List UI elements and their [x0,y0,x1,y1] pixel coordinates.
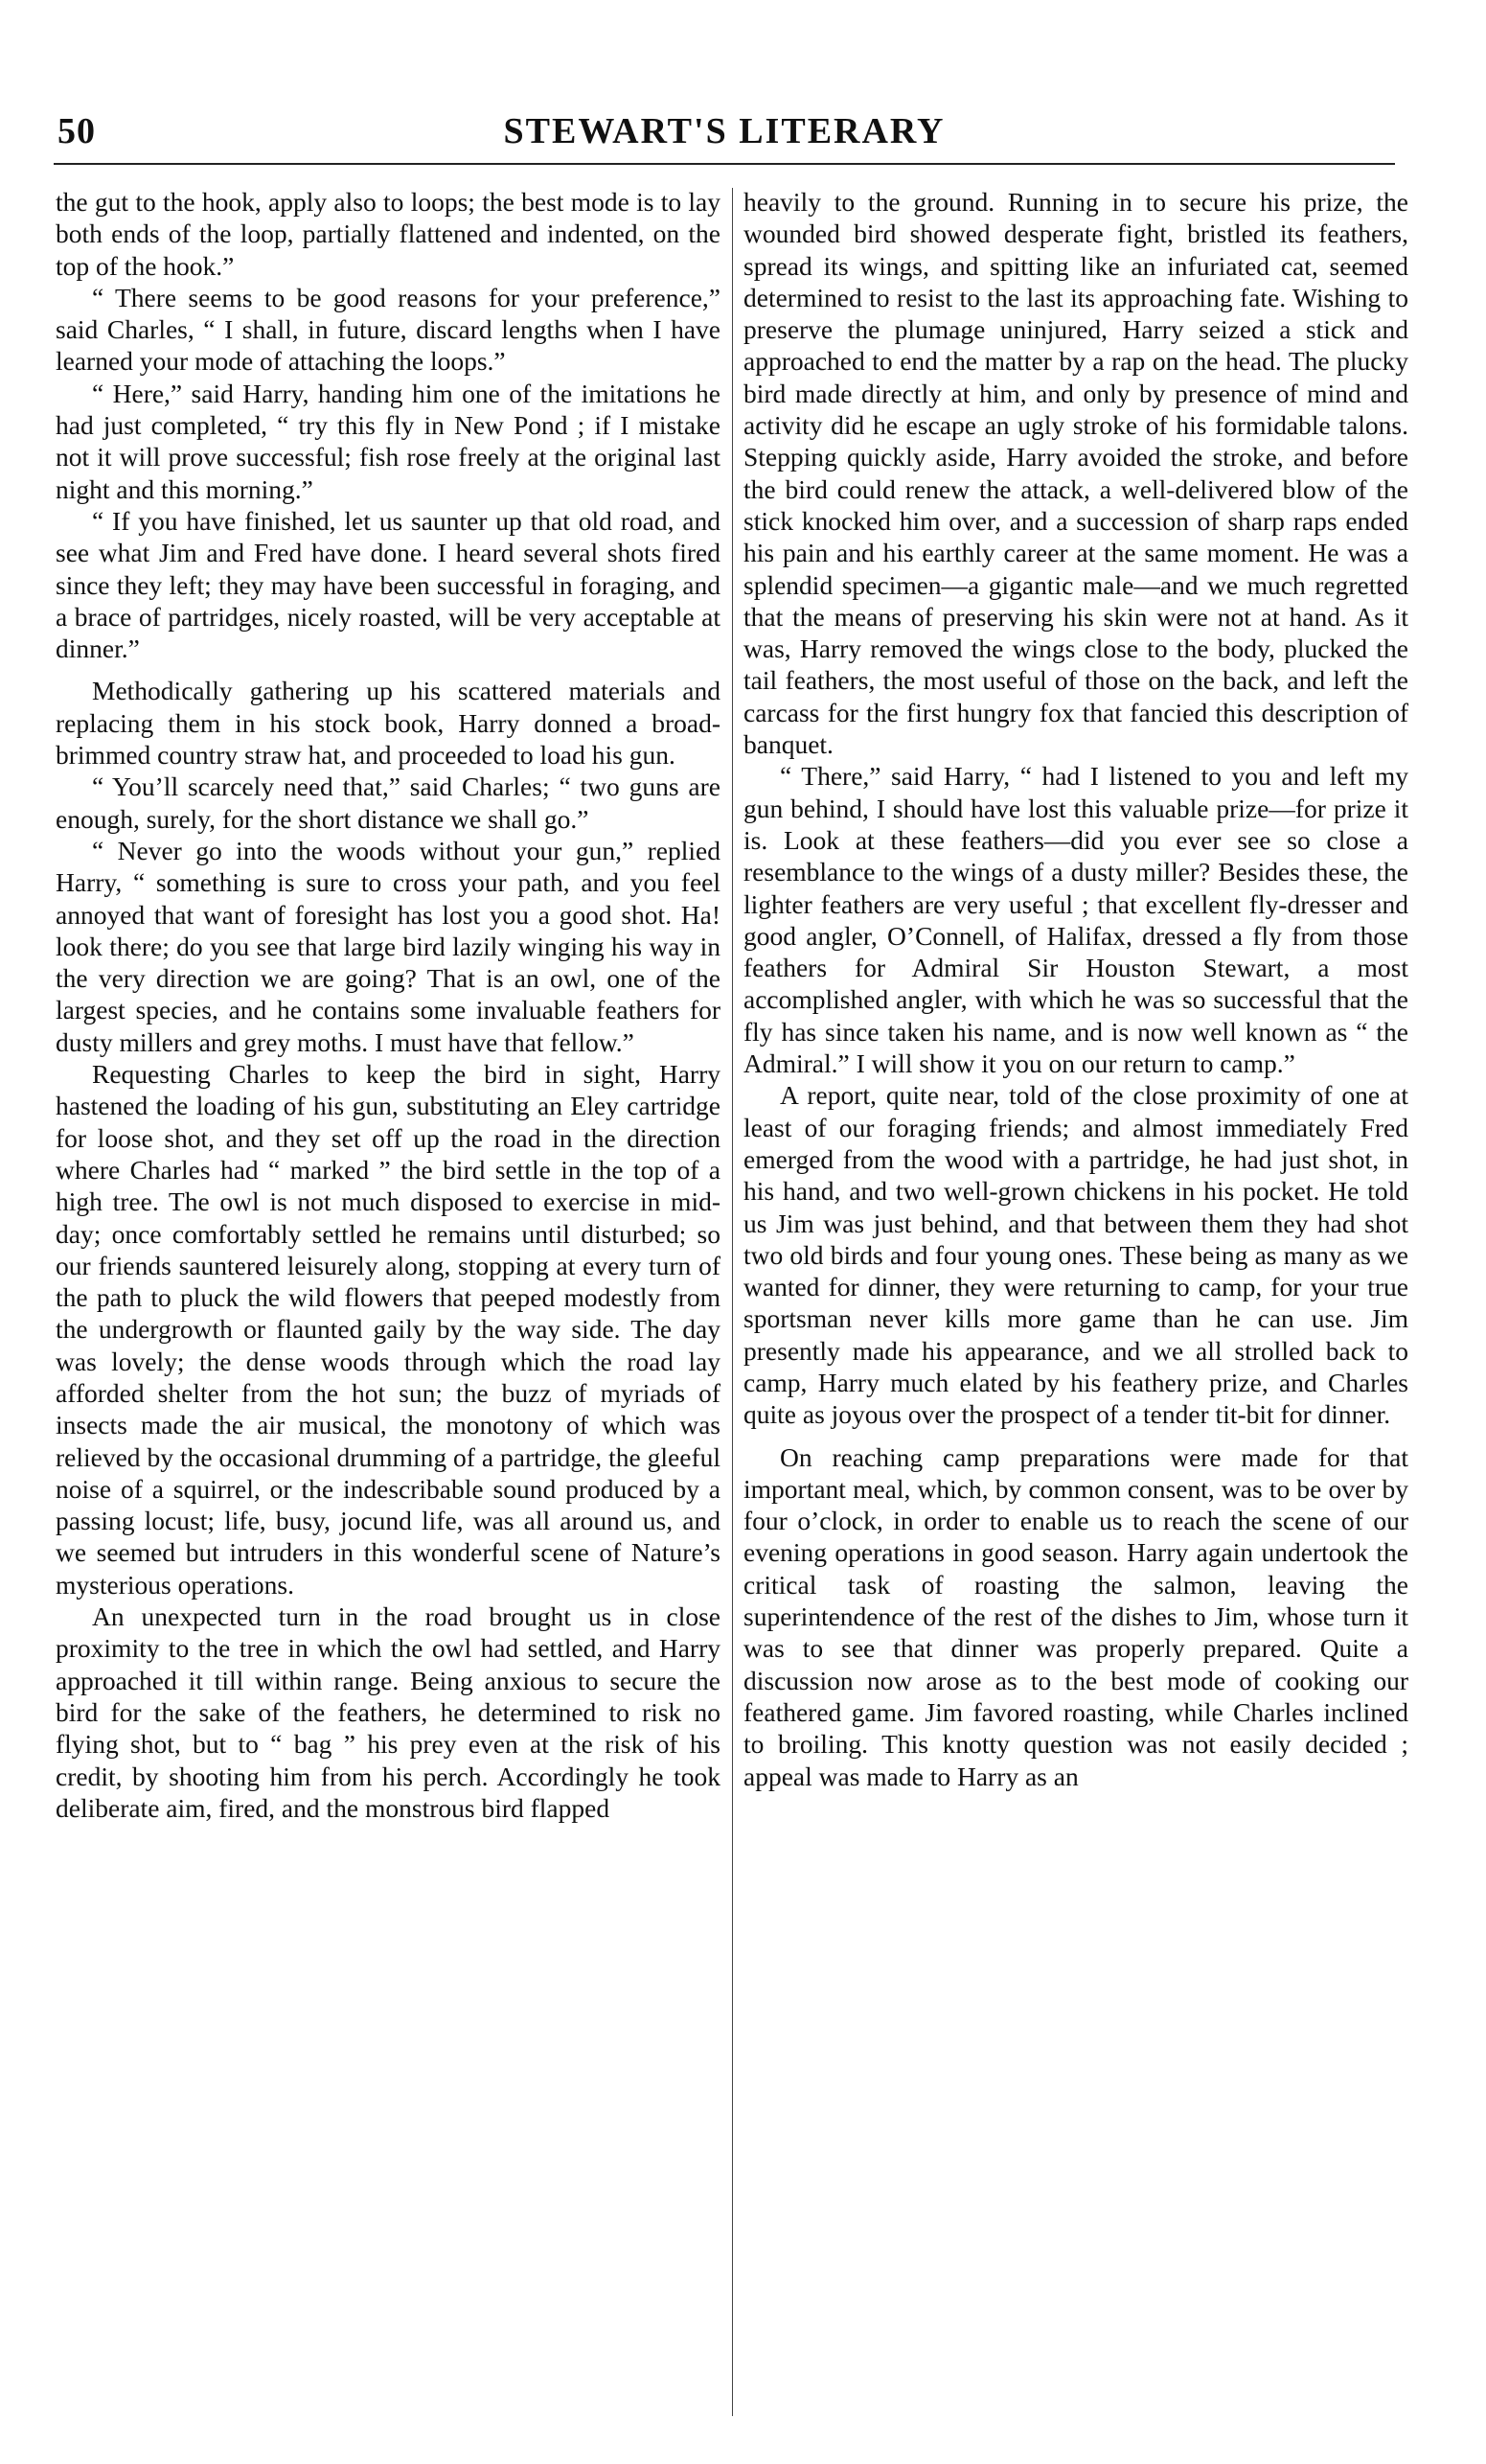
paragraph: Requesting Charles to keep the bird in sight, Harry hastened the loading of his gun, substituting an Eley cartridge for loose shot, and they set off up the road in the direction where Charles had “ marked ” the bird settle in the top of a high tree. The owl is not much disposed to exercise in mid-day; once comfortably settled he remains until disturbed; so our friends sauntered leisurely along, stopping at every turn of the path to pluck the wild flowers that peeped modestly from the undergrowth or flaunted gaily by the way side. The day was lovely; the dense woods through which the road lay afforded shelter from the hot sun; the buzz of myriads of insects made the air musical, the monotony of which was relieved by the occasional drumming of a partridge, the gleeful noise of a squirrel, or the indescribable sound produced by a passing locust; life, busy, jocund life, was all around us, and we seemed but intruders in this wonderful scene of Nature’s mysterious operations. [56,1059,720,1600]
paragraph: “ There,” said Harry, “ had I listened to you and left my gun behind, I should have lost this valuable prize—for prize it is. Look at these feathers—did you ever see so close a resemblance to the wings of a dusty miller? Besides these, the lighter feathers are very useful ; that excellent fly-dresser and good angler, O’Connell, of Halifax, dressed a fly from those feathers for Admiral Sir Houston Stewart, a most accomplished angler, with which he was so successful that the fly has since taken his name, and is now well known as “ the Admiral.” I will show it you on our return to camp.” [743,761,1408,1079]
paragraph: the gut to the hook, apply also to loops; the best mode is to lay both ends of the loop, partially flattened and indented, on the top of the hook.” [56,187,720,281]
page-header [54,110,1395,163]
header-rule [54,163,1395,165]
column-divider [732,188,733,2416]
paragraph: heavily to the ground. Running in to secure his prize, the wounded bird showed desperate fight, bristled its feathers, spread its wings, and spitting like an infuriated cat, seemed determined to resist to the last its approaching fate. Wishing to preserve the plumage uninjured, Harry seized a stick and approached to end the matter by a rap on the head. The plucky bird made directly at him, and only by presence of mind and activity did he escape an ugly stroke of his formidable talons. Stepping quickly aside, Harry avoided the stroke, and before the bird could renew the attack, a well-delivered blow of the stick knocked him over, and a succession of sharp raps ended his pain and his earthly career at the same moment. He was a splendid specimen—a gigantic male—and we much regretted that the means of preserving his skin were not at hand. As it was, Harry removed the wings close to the body, plucked the tail feathers, the most useful of those on the back, and left the carcass for the first hungry fox that fancied this description of banquet. [743,187,1408,760]
running-head: STEWART'S LITERARY [503,111,946,151]
paragraph: “ If you have finished, let us saunter up that old road, and see what Jim and Fred have done. I heard several shots fired since they left; they may have been successful in foraging, and a brace of partridges, nicely roasted, will be very acceptable at dinner.” [56,505,720,664]
right-column [743,186,1408,1792]
paragraph: “ Here,” said Harry, handing him one of the imitations he had just completed, “ try this fly in New Pond ; if I mistake not it will prove successful; fish rose freely at the original last night and this morning.” [56,378,720,504]
paragraph: Methodically gathering up his scattered materials and replacing them in his stock book, Harry donned a broad-brimmed country straw hat, and proceeded to load his gun. [56,676,720,771]
paragraph: “ Never go into the woods without your gun,” replied Harry, “ something is sure to cross your path, and you feel annoyed that want of foresight has lost you a good shot. Ha! look there; do you see that large bird lazily winging his way in the very direction we are going? That is an owl, one of the largest species, and he contains some invaluable feathers for dusty millers and grey moths. I must have that fellow.” [56,835,720,1057]
left-column [56,186,720,1824]
paragraph: An unexpected turn in the road brought us in close proximity to the tree in which the owl had settled, and Harry approached it till within range. Being anxious to secure the bird for the sake of the feathers, he determined to risk no flying shot, but to “ bag ” his prey even at the risk of his credit, by shooting him from his perch. Accordingly he took deliberate aim, fired, and the monstrous bird flapped [56,1601,720,1823]
paragraph: On reaching camp preparations were made for that important meal, which, by common consent, was to be over by four o’clock, in order to enable us to reach the scene of our evening operations in good season. Harry again undertook the critical task of roasting the salmon, leaving the superintendence of the rest of the dishes to Jim, whose turn it was to see that dinner was properly prepared. Quite a discussion now arose as to the best mode of cooking our feathered game. Jim favored roasting, while Charles inclined to broiling. This knotty question was not easily decided ; appeal was made to Harry as an [743,1441,1408,1791]
paragraph: “ There seems to be good reasons for your preference,” said Charles, “ I shall, in future, discard lengths when I have learned your mode of attaching the loops.” [56,282,720,377]
paragraph: “ You’ll scarcely need that,” said Charles; “ two guns are enough, surely, for the short distance we shall go.” [56,771,720,834]
paragraph: A report, quite near, told of the close proximity of one at least of our foraging friends; and almost immediately Fred emerged from the wood with a partridge, he had just shot, in his hand, and two well-grown chickens in his pocket. He told us Jim was just behind, and that between them they had shot two old birds and four young ones. These being as many as we wanted for dinner, they were returning to camp, for your true sportsman never kills more game than he can use. Jim presently made his appearance, and we all strolled back to camp, Harry much elated by his feathery prize, and Charles quite as joyous over the prospect of a tender tit-bit for dinner. [743,1080,1408,1430]
page-number: 50 [57,111,96,151]
